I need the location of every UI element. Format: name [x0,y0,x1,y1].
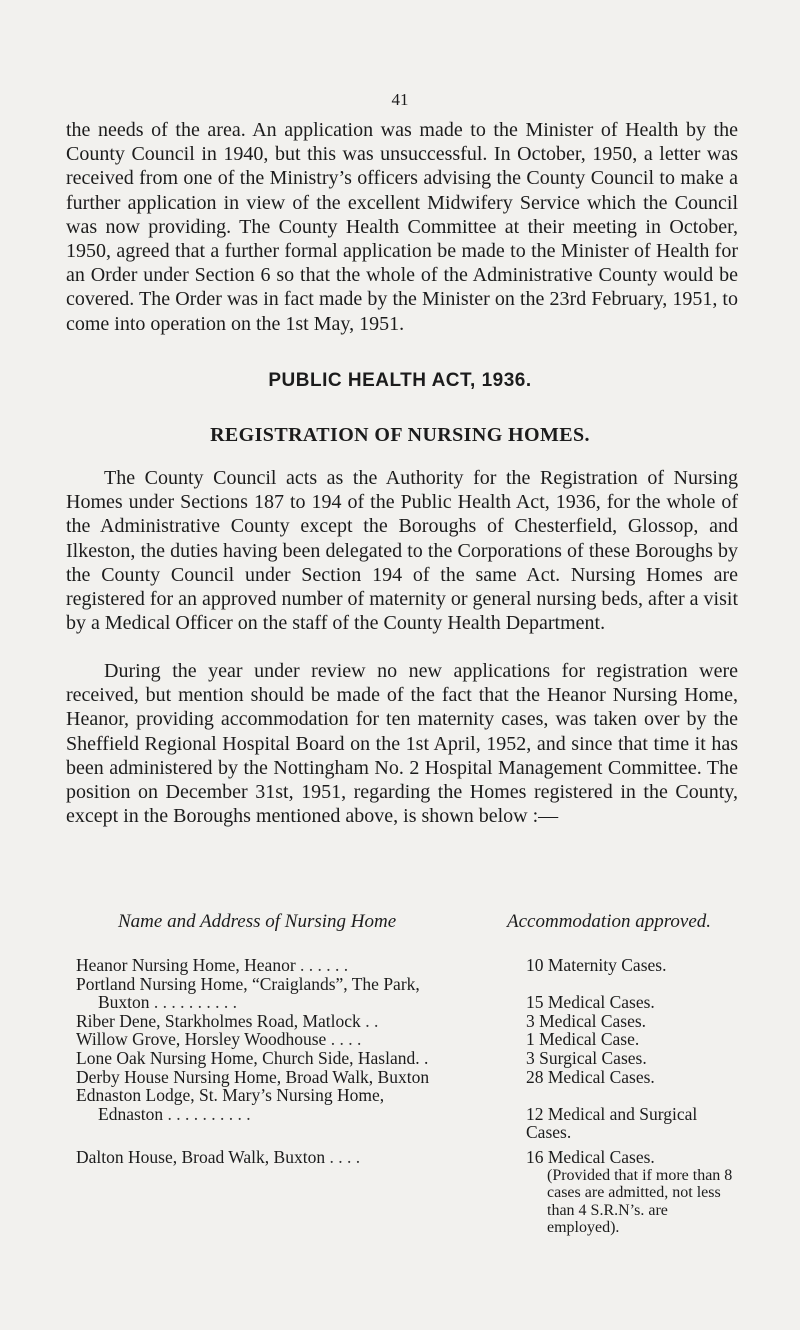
home-name: Derby House Nursing Home, Broad Walk, Buxton [76,1066,430,1087]
paragraph-midwifery-order: the needs of the area. An application was made to the Minister of Health by the County Council in 1940, but this was unsuccessful. In October, 1950, a letter was received from one of the Ministry’s officers advising the County Council to make a further application in view of the excellent Midwifery Service which the Council was now providing. The County Health Committee at their meeting in October, 1950, agreed that a further formal application be made to the Minister of Health for an Order under Section 6 so that the whole of the Administrative County would be covered. The Order was in fact made by the Minister on the 23rd February, 1951, to come into operation on the 1st May, 1951. [66,119,738,335]
table-row [76,956,756,975]
dot-leader: . . . . . . . . . . [149,992,238,1013]
table-row [76,1068,756,1087]
home-name: Portland Nursing Home, “Craiglands”, The Park, [76,973,420,994]
dot-leader: . . [360,1010,379,1031]
column-header-name-address: Name and Address of Nursing Home [118,911,397,932]
table-row [76,975,756,994]
heading-public-health-act: PUBLIC HEALTH ACT, 1936. [268,370,532,391]
home-accommodation: 12 Medical and Surgical Cases. [526,1103,698,1143]
table-row [76,1012,756,1031]
dot-leader: . . . . [325,1146,361,1167]
table-row-continued [76,1105,756,1142]
column-header-accommodation: Accommodation approved. [507,911,712,932]
table-row [76,1148,756,1237]
home-name: Ednaston Lodge, St. Mary’s Nursing Home, [76,1085,385,1106]
home-accommodation: 28 Medical Cases. [526,1066,655,1087]
home-name-continued: Ednaston [98,1103,164,1124]
dot-leader: . . . . . . . . . . [163,1103,251,1124]
dot-leader: . . . . [326,1029,362,1050]
table-row-continued [76,993,756,1012]
nursing-homes-table [76,956,756,1237]
home-accommodation: 3 Medical Cases. [526,1010,647,1031]
home-accommodation: 10 Maternity Cases. [526,955,667,975]
home-name: Lone Oak Nursing Home, Church Side, Hasland. . [76,1047,429,1068]
home-accommodation: 1 Medical Case. [526,1029,640,1050]
page-number: 41 [391,90,409,109]
table-row [76,1049,756,1068]
home-name-continued: Buxton [98,992,150,1013]
home-accommodation: 3 Surgical Cases. [526,1047,647,1068]
accommodation-note: (Provided that if more than 8 cases are admitted, not less than 4 S.R.N’s. are employed). [547,1166,733,1237]
dot-leader: . . . . . . [295,955,349,975]
home-accommodation: 15 Medical Cases. [526,992,655,1013]
paragraph-year-review: During the year under review no new applications for registration were received, but mention should be made of the fact that the Heanor Nursing Home, Heanor, providing accommodation for ten maternity cases, was taken over by the Sheffield Regional Hospital Board on the 1st April, 1952, and since that time it has been administered by the Nottingham No. 2 Hospital Management Committee. The position on December 31st, 1951, regarding the Homes registered in the County, except in the Boroughs mentioned above, is shown below :— [66,660,738,828]
paragraph-registration-authority: The County Council acts as the Authority for the Registration of Nursing Homes under Sections 187 to 194 of the Public Health Act, 1936, for the whole of the Administrative County except the Boroughs of Chesterfield, Glossop, and Ilkeston, the duties having been delegated to the Corporations of these Boroughs by the County Council under Section 194 of the same Act. Nursing Homes are registered for an approved number of maternity or general nursing beds, after a visit by a Medical Officer on the staff of the County Health Department. [66,467,738,635]
table-row [76,1086,756,1105]
home-name: Riber Dene, Starkholmes Road, Matlock [76,1010,361,1031]
home-name: Dalton House, Broad Walk, Buxton [76,1146,326,1167]
table-row [76,1030,756,1049]
home-accommodation: 16 Medical Cases. [526,1146,655,1167]
heading-registration-nursing-homes: REGISTRATION OF NURSING HOMES. [210,424,590,446]
home-name: Heanor Nursing Home, Heanor [76,955,296,975]
home-name: Willow Grove, Horsley Woodhouse [76,1029,327,1050]
